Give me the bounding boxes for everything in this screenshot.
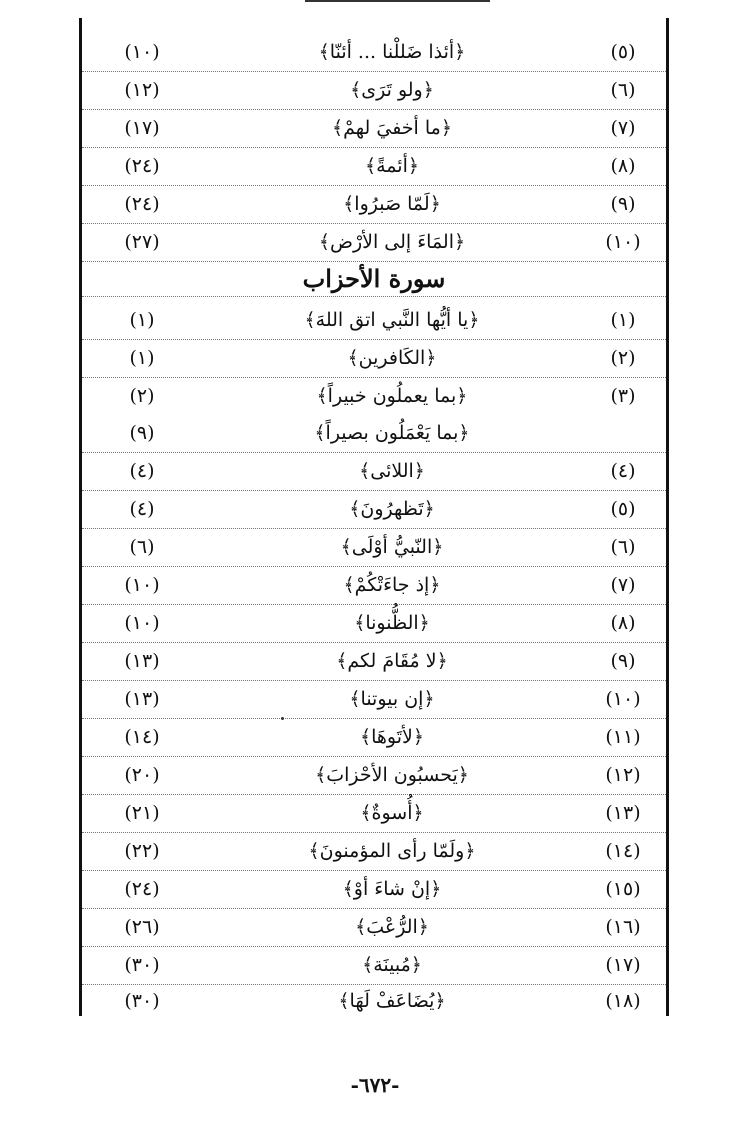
verse-reference: (٦) [129,536,155,558]
verse-reference: (١) [129,347,155,369]
ayah-text: ﴿إذ جاءَتْكُمْ﴾ [343,574,441,596]
table-row [82,224,666,262]
table-row [82,72,666,110]
verse-reference: (٤) [129,460,155,482]
variant-number: (١١) [605,726,641,748]
ayah-text: ﴿ما أخفيَ لهمْ﴾ [332,117,452,139]
table-row [82,909,666,947]
verse-reference: (٢٠) [124,764,160,786]
ayah-text: ﴿إنْ شاءَ أوْ﴾ [342,878,442,900]
verse-reference: (٣٠) [124,990,160,1012]
variant-number: (١٠) [605,231,641,253]
verse-reference: (١٣) [124,650,160,672]
variant-number: (١٨) [605,990,641,1012]
table-row [82,719,666,757]
surah-heading: سورة الأحزاب [82,262,666,297]
table-row [82,567,666,605]
verse-reference: (٤) [129,498,155,520]
variant-number: (١٤) [605,840,641,862]
verse-reference: (٢٧) [124,231,160,253]
ayah-text: ﴿النّبيُّ أوْلَى﴾ [340,536,444,558]
verse-reference: (٢٢) [124,840,160,862]
variant-number: (١٦) [605,916,641,938]
variant-number: (١) [610,309,636,331]
variant-number: (٨) [610,155,636,177]
verse-reference: (٢٤) [124,878,160,900]
table-right-border [666,18,669,1016]
table-row [82,453,666,491]
ayah-text: ﴿الرُّعْبَ﴾ [355,916,429,938]
verse-reference: (١٠) [124,41,160,63]
ayah-text: ﴿يَحسبُون الأحْزابَ﴾ [315,764,469,786]
ayah-text: ﴿الكَافرين﴾ [347,347,437,369]
verse-reference: (١٠) [124,612,160,634]
ayah-text: ﴿مُبينَة﴾ [362,954,422,976]
verse-reference: (١٤) [124,726,160,748]
ayah-text: ﴿المَاءَ إلى الأرْض﴾ [318,231,466,253]
variant-number [587,415,659,452]
top-rule [305,0,490,2]
verse-reference: (٣٠) [124,954,160,976]
table-row [82,947,666,985]
verse-reference: (٢٦) [124,916,160,938]
verse-reference: (٢٤) [124,193,160,215]
ayah-text: ﴿تَظهرُونَ﴾ [349,498,435,520]
verse-reference: (١٧) [124,117,160,139]
table-row [82,110,666,148]
variant-number: (٣) [610,385,636,407]
ayah-text: ﴿لَمّا صَبرُوا﴾ [343,193,441,215]
ayah-text: ﴿أُسوةٌ﴾ [360,802,424,824]
ayah-text: ﴿اللائى﴾ [359,460,425,482]
variant-number: (٨) [610,612,636,634]
table-row [82,378,666,415]
table-row [82,983,666,1020]
ayah-text: ﴿بما يَعْمَلُون بصيراً﴾ [314,422,470,444]
page-number: -٦٧٢- [350,1073,400,1097]
table-row [82,186,666,224]
variant-number: (١٠) [605,688,641,710]
variant-number: (٤) [610,460,636,482]
table-row [82,415,666,453]
verse-reference: (١) [129,309,155,331]
ayah-text: ﴿ولَمّا رأى المؤمنونَ﴾ [308,840,476,862]
table-row [82,148,666,186]
verse-reference: (١٠) [124,574,160,596]
variant-number: (١٧) [605,954,641,976]
table-row [82,605,666,643]
verse-reference: (١٢) [124,79,160,101]
variant-number: (١٥) [605,878,641,900]
verse-reference: (١٣) [124,688,160,710]
table-row [82,833,666,871]
variant-number: (٦) [610,79,636,101]
variant-number: (٦) [610,536,636,558]
variant-number: (٧) [610,117,636,139]
table-row [82,871,666,909]
table-row [82,340,666,378]
variant-number: (٧) [610,574,636,596]
ayah-text: ﴿أئمةً﴾ [364,155,419,177]
variant-number: (٩) [610,193,636,215]
ayah-text: ﴿يا أيُّها النَّبي اتق اللهَ﴾ [304,309,480,331]
table-row [82,681,666,719]
variant-number: (١٢) [605,764,641,786]
variant-number: (٩) [610,650,636,672]
verse-reference: (٢١) [124,802,160,824]
ayah-text: ﴿الظُّنونا﴾ [354,612,430,634]
table-row [82,643,666,681]
ink-speck [281,717,284,720]
verse-reference: (٢) [129,385,155,407]
table-row [82,302,666,340]
table-row [82,34,666,72]
ayah-text: ﴿لا مُقَامَ لكم﴾ [336,650,448,672]
verse-reference: (٢٤) [124,155,160,177]
variant-number: (٢) [610,347,636,369]
variant-number: (٥) [610,498,636,520]
ayah-text: ﴿إن بيوتنا﴾ [349,688,435,710]
table-row [82,795,666,833]
verse-reference: (٩) [129,422,155,444]
table-row [82,529,666,567]
ayah-text: ﴿أئذا ضَللْنا ... أئنّا﴾ [318,41,466,63]
ayah-text: ﴿يُضَاعَفْ لَهَا﴾ [338,990,446,1012]
ayah-text: ﴿ولو تَرَى﴾ [350,79,434,101]
variant-number: (٥) [610,41,636,63]
ayah-text: ﴿بما يعملُون خبيراً﴾ [316,385,468,407]
variant-number: (١٣) [605,802,641,824]
ayah-text: ﴿لأتَوهَا﴾ [359,726,424,748]
table-row [82,757,666,795]
table-row [82,491,666,529]
